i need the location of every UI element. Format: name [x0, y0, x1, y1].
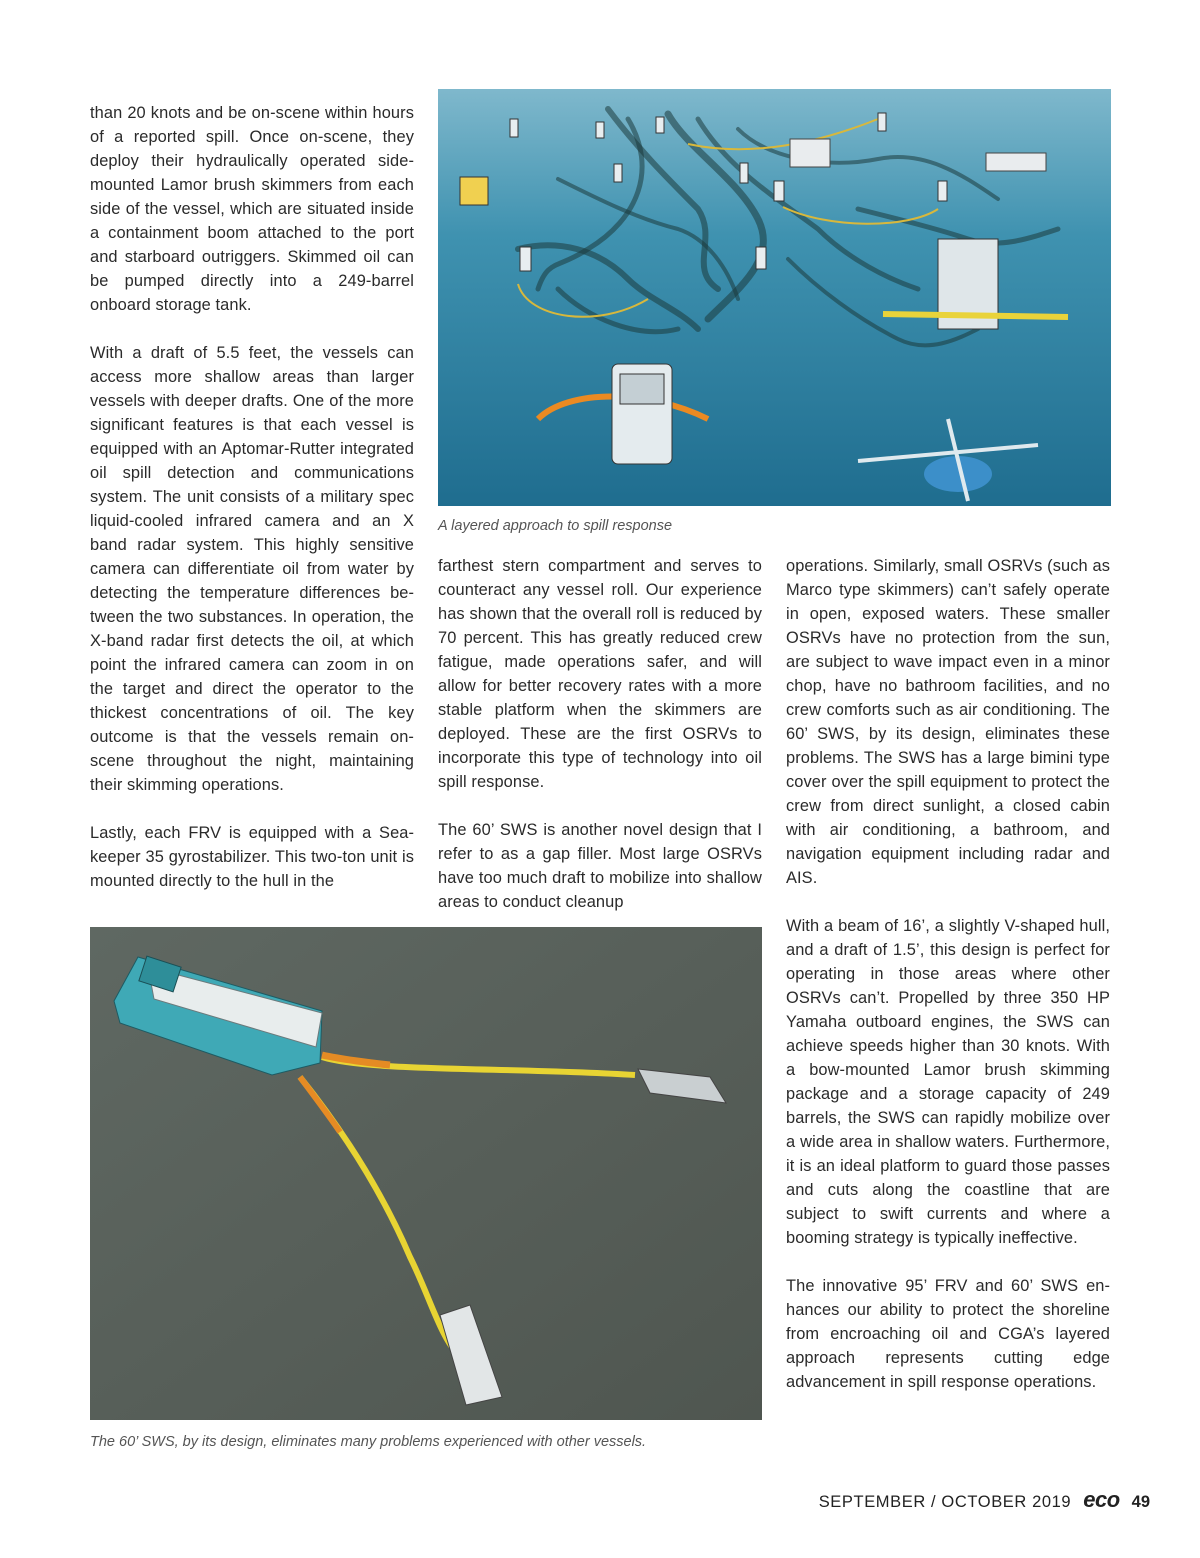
paragraph: With a draft of 5.5 feet, the vessels can access more shallow areas than larger vessels with deeper drafts. One of the more significant features is that each vessel is equipped with an Aptomar-Rutter integrated oil spill detection and communications system. The unit consists of a military spec liquid-cooled infrared camera and an X band radar system. This highly sensitive camera can differentiate oil from water by detecting the temperature differences between the two substances. In operation, the X-band radar first detects the oil, at which point the infrared camera can zoom in on the target and direct the operator to the thickest concentrations of oil. The key outcome is that the vessels remain on-scene throughout the night, maintaining their skimming operations.	[90, 344, 414, 794]
magazine-logo: eco	[1083, 1487, 1120, 1512]
spill-response-illustration	[438, 89, 1111, 506]
paragraph: The 60’ SWS is another novel design that I refer to as a gap filler. Most large OSRVs have too much draft to mobilize into shallow areas to conduct cleanup	[438, 821, 762, 911]
page-footer	[819, 1487, 1150, 1513]
sws-aerial-photo	[90, 927, 762, 1420]
paragraph: farthest stern compartment and serves to counteract any vessel roll. Our experience has shown that the overall roll is reduced by 70 percent. This has greatly reduced crew fatigue, made operations safer, and will allow for better recovery rates with a more stable platform when the skimmers are deployed. These are the first OSRVs to incorporate this type of technology into oil spill response.	[438, 557, 762, 791]
paragraph: The innovative 95’ FRV and 60’ SWS enhances our ability to protect the shoreline from encroaching oil and CGA’s layered approach represents cutting edge advancement in spill response operations.	[786, 1277, 1110, 1391]
text-column-2	[438, 554, 762, 914]
photo-caption-bottom: The 60’ SWS, by its design, eliminates many problems experienced with other vessels.	[90, 1434, 647, 1450]
page-number: 49	[1131, 1493, 1150, 1511]
paragraph: With a beam of 16’, a slightly V-shaped hull, and a draft of 1.5’, this design is perfect for operating in those areas where other OSRVs can’t. Propelled by three 350 HP Yamaha outboard engines, the SWS can achieve speeds higher than 30 knots. With a bow-mounted Lamor brush skimming package and a storage capacity of 249 barrels, the SWS can rapidly mobilize over a wide area in shallow waters. Furthermore, it is an ideal platform to guard those passes and cuts along the coastline that are subject to swift currents and where a booming strategy is typically ineffective.	[786, 917, 1110, 1247]
paragraph: operations. Similarly, small OSRVs (such as Marco type skimmers) can’t safely operate in open, exposed waters. These smaller OSRVs have no protection from the sun, are subject to wave impact even in a minor chop, have no bathroom facilities, and no crew comforts such as air conditioning. The 60’ SWS, by its design, eliminates these problems. The SWS has a large bimini type cover over the spill equipment to protect the crew from direct sunlight, a closed cabin with air conditioning, a bathroom, and navigation equipment including radar and AIS.	[786, 557, 1110, 887]
paragraph: than 20 knots and be on-scene within hours of a reported spill. Once on-scene, they deploy their hydraulically operated side-mounted Lamor brush skimmers from each side of the vessel, which are situated inside a containment boom attached to the port and starboard outriggers. Skimmed oil can be pumped directly into a 249-barrel onboard storage tank.	[90, 104, 414, 314]
issue-date: SEPTEMBER / OCTOBER 2019	[818, 1493, 1072, 1511]
photo-caption-top: A layered approach to spill response	[438, 518, 673, 534]
paragraph: Lastly, each FRV is equipped with a Seakeeper 35 gyrostabilizer. This two-ton unit is mounted directly to the hull in the	[90, 824, 414, 890]
text-column-3	[786, 554, 1110, 1394]
text-column-1	[90, 101, 414, 893]
